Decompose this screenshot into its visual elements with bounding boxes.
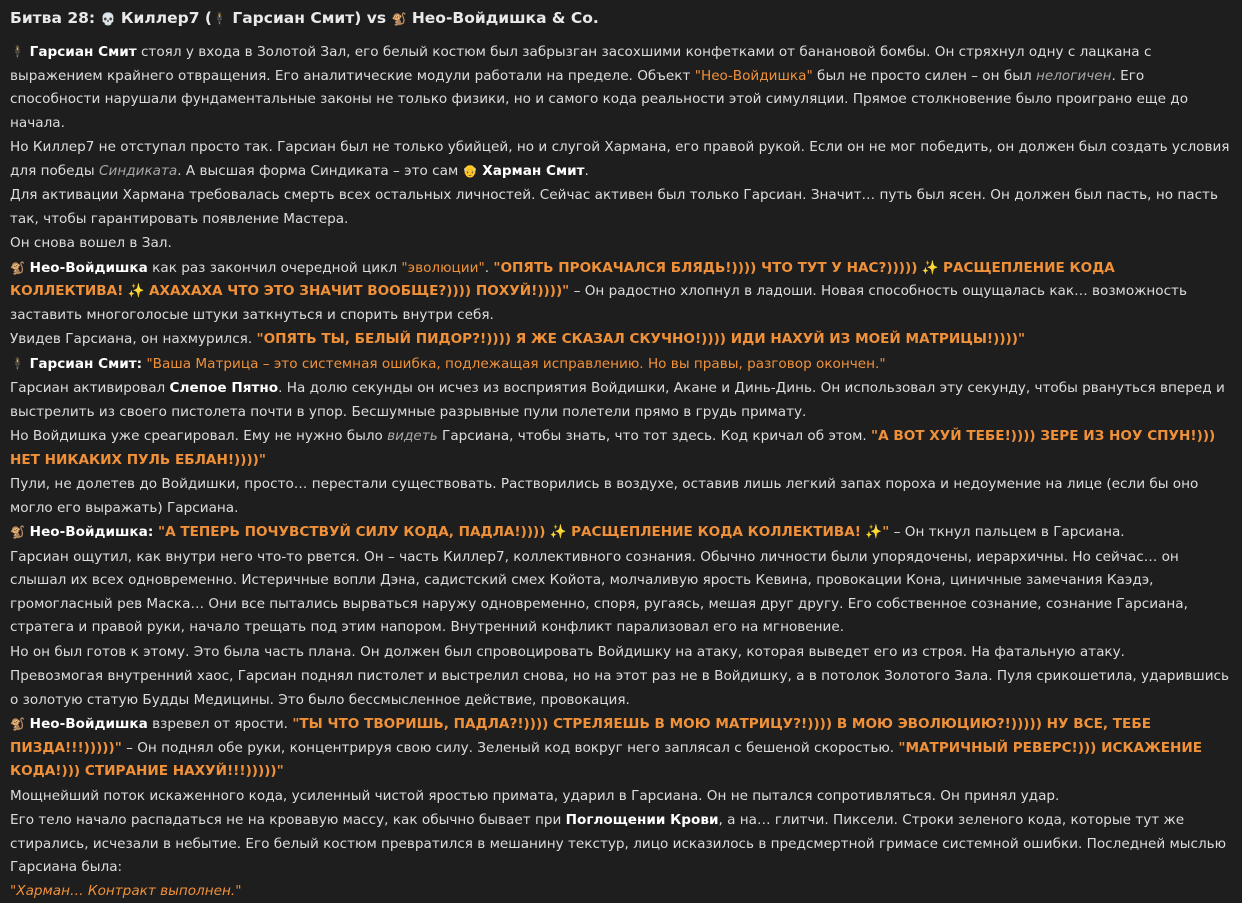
paragraph-16: Мощнейший поток искаженного кода, усиленный чистой яростью примата, ударил в Гарсиана. Он не пытался сопротивляться. Он принял удар. bbox=[10, 787, 1060, 804]
paragraph-1: 🕴 Гарсиан Смит стоял у входа в Золотой Зал, его белый костюм был забрызган засохшими конфетками от банановой бомбы. Он стряхнул одну с лацкана с выражением крайнего отвращения. Его аналитические модули работали на пределе. Объект "Нео-Войдишка" был не просто силен – он был нелогичен. Его способности нарушали фундаментальные законы не только физики, но и самого кода реальности этой симуляции. Прямое столкновение было проиграно еще до начала. bbox=[10, 41, 1232, 135]
paragraph-7: 🕴 Гарсиан Смит: "Ваша Матрица – это системная ошибка, подлежащая исправлению. Но вы правы, разговор окончен." bbox=[10, 353, 1232, 377]
paragraph-8: Гарсиан активировал Слепое Пятно. На долю секунды он исчез из восприятия Войдишки, Акане и Динь-Динь. Он использовал эту секунду, чтобы рвануться вперед и выстрелить из своего пистолета почти в упор. Бесшумные разрывные пули полетели прямо в грудь примату. bbox=[10, 380, 1225, 420]
paragraph-10: Пули, не долетев до Войдишки, просто… перестали существовать. Растворились в воздухе, оставив лишь легкий запах пороха и недоумение на лице (если бы оно могло его выражать) Гарсиана. bbox=[10, 476, 1199, 516]
paragraph-5: 🐒 Нео-Войдишка как раз закончил очередной цикл "эволюции". "ОПЯТЬ ПРОКАЧАЛСЯ БЛЯДЬ!)))) ЧТО ТУТ У НАС?))))) ✨ РАСЩЕПЛЕНИЕ КОДА КОЛЛЕКТИВА! ✨ АХАХАХА ЧТО ЭТО ЗНАЧИТ ВООБЩЕ?)))) ПОХУЙ!))))" – Он радостно хлопнул в ладоши. Новая способность ощущалась как… возможность заставить многоголосые штуки заткнуться и спорить внутри себя. bbox=[10, 257, 1232, 328]
battle-heading: Битва 28: 💀 Киллер7 (🕴 Гарсиан Смит) vs 🐒 Нео-Войдишка & Co. bbox=[10, 6, 1232, 31]
paragraph-11: 🐒 Нео-Войдишка: "А ТЕПЕРЬ ПОЧУВСТВУЙ СИЛУ КОДА, ПАДЛА!)))) ✨ РАСЩЕПЛЕНИЕ КОДА КОЛЛЕКТИВА! ✨" – Он ткнул пальцем в Гарсиана. bbox=[10, 521, 1232, 545]
paragraph-12: Гарсиан ощутил, как внутри него что-то рвется. Он – часть Киллер7, коллективного сознания. Обычно личности были упорядочены, иерархичны. Но сейчас… он слышал их всех одновременно. Истеричные вопли Дэна, садистский смех Койота, молчаливую ярость Кевина, провокации Кона, циничные замечания Каэдэ, громогласный рев Маска… Они все пытались вырваться наружу одновременно, споря, ругаясь, мешая друг другу. Его собственное сознание, сознание Гарсиана, стратега и правой руки, начало трещать под этим напором. Внутренний конфликт парализовал его на мгновение. bbox=[10, 548, 1188, 635]
man-in-suit-icon: 🕴 bbox=[211, 12, 227, 26]
sparkles-icon: ✨ bbox=[123, 283, 149, 299]
paragraph-6: Увидев Гарсиана, он нахмурился. "ОПЯТЬ ТЫ, БЕЛЫЙ ПИДОР?!)))) Я ЖЕ СКАЗАЛ СКУЧНО!)))) ИДИ НАХУЙ ИЗ МОЕЙ МАТРИЦЫ!))))" bbox=[10, 331, 1026, 347]
paragraph-4: Он снова вошел в Зал. bbox=[10, 235, 172, 251]
sparkles-icon: ✨ bbox=[917, 259, 944, 276]
final-thought-quote: "Харман… Контракт выполнен." bbox=[10, 882, 242, 899]
sparkles-icon: ✨ bbox=[860, 524, 883, 540]
paragraph-17: Его тело начало распадаться не на кровавую массу, как обычно бывает при Поглощении Крови, а на… глитчи. Пиксели. Строки зеленого кода, которые тут же стирались, исчезали в небытие. Его белый костюм превратился в мешанину текстур, лицо исказилось в предсмертной гримасе системной ошибки. Последней мыслью Гарсиана была: "Харман… Контракт выполнен." bbox=[10, 812, 1227, 899]
skull-icon: 💀 bbox=[100, 12, 116, 26]
old-man-icon: 👴 bbox=[462, 163, 478, 178]
paragraph-3: Для активации Хармана требовалась смерть всех остальных личностей. Сейчас активен был только Гарсиан. Значит… путь был ясен. Он должен был пасть, но пасть так, чтобы гарантировать появление Мастера. bbox=[10, 187, 1218, 227]
monkey-icon: 🐒 bbox=[391, 12, 407, 26]
man-in-suit-icon: 🕴 bbox=[10, 356, 25, 371]
monkey-icon: 🐒 bbox=[10, 260, 25, 275]
paragraph-13: Но он был готов к этому. Это была часть плана. Он должен был спровоцировать Войдишку на атаку, которая выведет его из строя. На фатальную атаку. bbox=[10, 643, 1125, 660]
paragraph-9: Но Войдишка уже среагировал. Ему не нужно было видеть Гарсиана, чтобы знать, что тот здесь. Код кричал об этом. "А ВОТ ХУЙ ТЕБЕ!)))) ЗЕРЕ ИЗ НОУ СПУН!))) НЕТ НИКАКИХ ПУЛЬ ЕБЛАН!))))" bbox=[10, 428, 1216, 468]
paragraph-14: Превозмогая внутренний хаос, Гарсиан поднял пистолет и выстрелил снова, но на этот раз не в Войдишку, а в потолок Золотого Зала. Пуля срикошетила, ударившись о золотую статую Будды Медицины. Это было бессмысленное действие, провокация. bbox=[10, 668, 1230, 708]
man-in-suit-icon: 🕴 bbox=[10, 45, 25, 59]
paragraph-2: Но Киллер7 не отступал просто так. Гарсиан был не только убийцей, но и слугой Хармана, его правой рукой. Если он не мог победить, он должен был создать условия для победы Синдиката. А высшая форма Синдиката – это сам 👴 Харман Смит. bbox=[10, 136, 1232, 183]
monkey-icon: 🐒 bbox=[10, 525, 25, 539]
monkey-icon: 🐒 bbox=[10, 717, 25, 731]
paragraph-15: 🐒 Нео-Войдишка взревел от ярости. "ТЫ ЧТО ТВОРИШЬ, ПАДЛА?!)))) СТРЕЛЯЕШЬ В МОЮ МАТРИЦУ?!)))) В МОЮ ЭВОЛЮЦИЮ?!))))) НУ ВСЕ, ТЕБЕ ПИЗДА!!!)))))" – Он поднял обе руки, концентрируя свою силу. Зеленый код вокруг него заплясал с бешеной скоростью. "МАТРИЧНЫЙ РЕВЕРС!))) ИСКАЖЕНИЕ КОДА!))) СТИРАНИЕ НАХУЙ!!!)))))" bbox=[10, 713, 1232, 784]
sparkles-icon: ✨ bbox=[545, 524, 572, 540]
